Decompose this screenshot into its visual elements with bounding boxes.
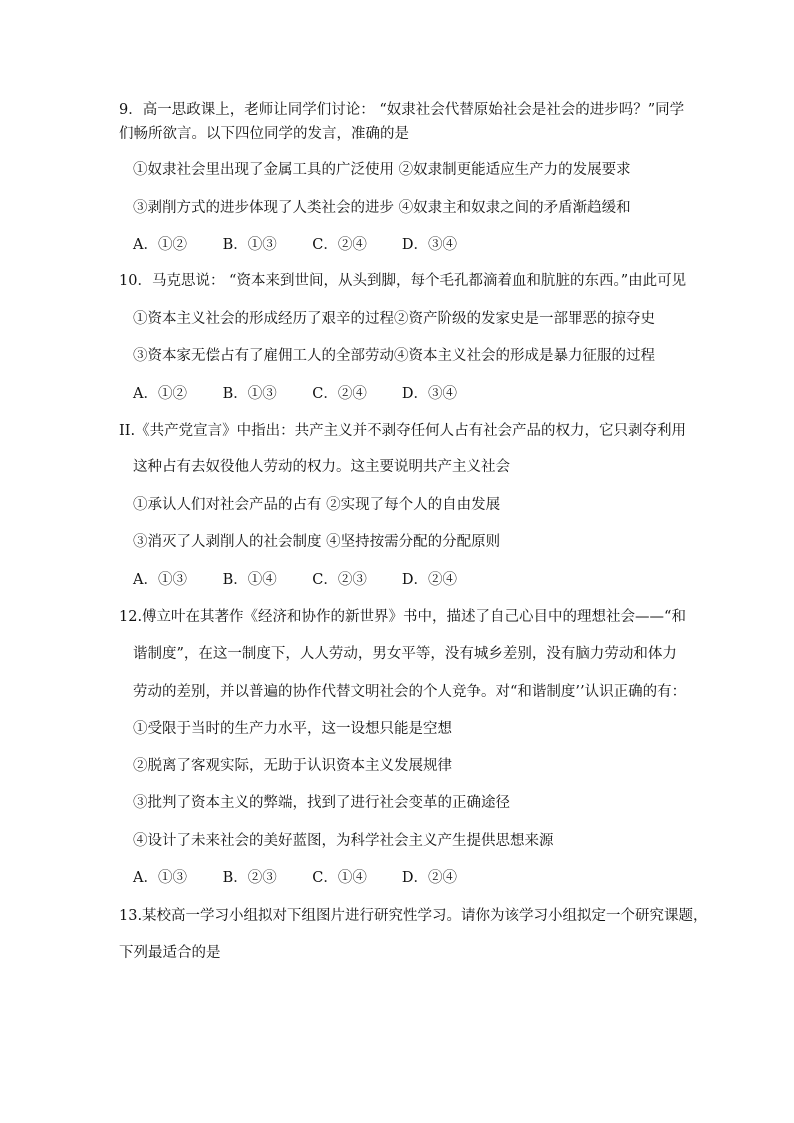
q11-option-d[interactable]: D．②④ (401, 572, 457, 588)
q13-stem-line2: 下列最适合的是 (119, 945, 221, 961)
q11-option-a[interactable]: A．①③ (133, 572, 187, 588)
q10-statement-1-2: ①资本主义社会的形成经历了艰辛的过程②资产阶级的发家史是一部罪恶的掠夺史 (133, 311, 655, 327)
q11-options (133, 570, 457, 590)
q12-statement-3: ③批判了资本主义的弊端，找到了进行社会变革的正确途径 (133, 795, 510, 811)
q12-option-a[interactable]: A．①③ (133, 870, 187, 886)
q13-stem-line1: 13.某校高一学习小组拟对下组图片进行研究性学习。请你为该学习小组拟定一个研究课题， (119, 908, 708, 924)
q12-stem-line1: 12.傅立叶在其著作《经济和协作的新世界》书中，描述了自己心目中的理想社会——“和 (119, 609, 686, 625)
q11-statement-1-2: ①承认人们对社会产品的占有 ②实现了每个人的自由发展 (133, 497, 501, 513)
q10-option-b[interactable]: B．①③ (222, 386, 277, 402)
q10-options (133, 384, 457, 404)
q12-options (133, 868, 457, 888)
q11-option-b[interactable]: B．①④ (222, 572, 277, 588)
q11-stem-line2: 这种占有去奴役他人劳动的权力。这主要说明共产主义社会 (133, 459, 510, 475)
q12-stem-line2: 谐制度”，在这一制度下，人人劳动，男女平等，没有城乡差别，没有脑力劳动和体力 (133, 646, 677, 662)
q10-stem-line1: 10．马克思说： “资本来到世间，从头到脚，每个毛孔都滴着血和肮脏的东西。”由此可见 (119, 273, 687, 289)
q9-stem-line1: 9．高一思政课上，老师让同学们讨论： “奴隶社会代替原始社会是社会的进步吗？”同学 (119, 102, 685, 118)
q9-statement-1-2: ①奴隶社会里出现了金属工具的广泛使用 ②奴隶制更能适应生产力的发展要求 (133, 162, 631, 178)
q12-stem-line3: 劳动的差别，并以普遍的协作代替文明社会的个人竞争。对“和谐制度’’认识正确的有： (133, 684, 687, 700)
q9-option-b[interactable]: B．①③ (222, 237, 277, 253)
q10-option-c[interactable]: C．②④ (312, 386, 367, 402)
q10-statement-3-4: ③资本家无偿占有了雇佣工人的全部劳动④资本主义社会的形成是暴力征服的过程 (133, 348, 655, 364)
q9-option-d[interactable]: D．③④ (401, 237, 457, 253)
q11-stem-line1: II.《共产党宣言》中指出：共产主义并不剥夺任何人占有社会产品的权力，它只剥夺利用 (119, 423, 687, 439)
q10-option-a[interactable]: A．①② (133, 386, 187, 402)
q9-option-a[interactable]: A．①② (133, 237, 187, 253)
q12-statement-4: ④设计了未来社会的美好蓝图，为科学社会主义产生提供思想来源 (133, 833, 554, 849)
q9-option-c[interactable]: C．②④ (312, 237, 367, 253)
q9-stem-line2: 们畅所欲言。以下四位同学的发言，准确的是 (119, 126, 409, 142)
q12-option-b[interactable]: B．②③ (222, 870, 277, 886)
q9-options (133, 235, 457, 255)
q12-statement-1: ①受限于当时的生产力水平，这一设想只能是空想 (133, 721, 452, 737)
q10-option-d[interactable]: D．③④ (401, 386, 457, 402)
q9-statement-3-4: ③剥削方式的进步体现了人类社会的进步 ④奴隶主和奴隶之间的矛盾渐趋缓和 (133, 200, 631, 216)
q12-option-c[interactable]: C．①④ (312, 870, 367, 886)
q11-statement-3-4: ③消灭了人剥削人的社会制度 ④坚持按需分配的分配原则 (133, 534, 501, 550)
q12-statement-2: ②脱离了客观实际，无助于认识资本主义发展规律 (133, 758, 452, 774)
q11-option-c[interactable]: C．②③ (312, 572, 367, 588)
q12-option-d[interactable]: D．②④ (401, 870, 457, 886)
